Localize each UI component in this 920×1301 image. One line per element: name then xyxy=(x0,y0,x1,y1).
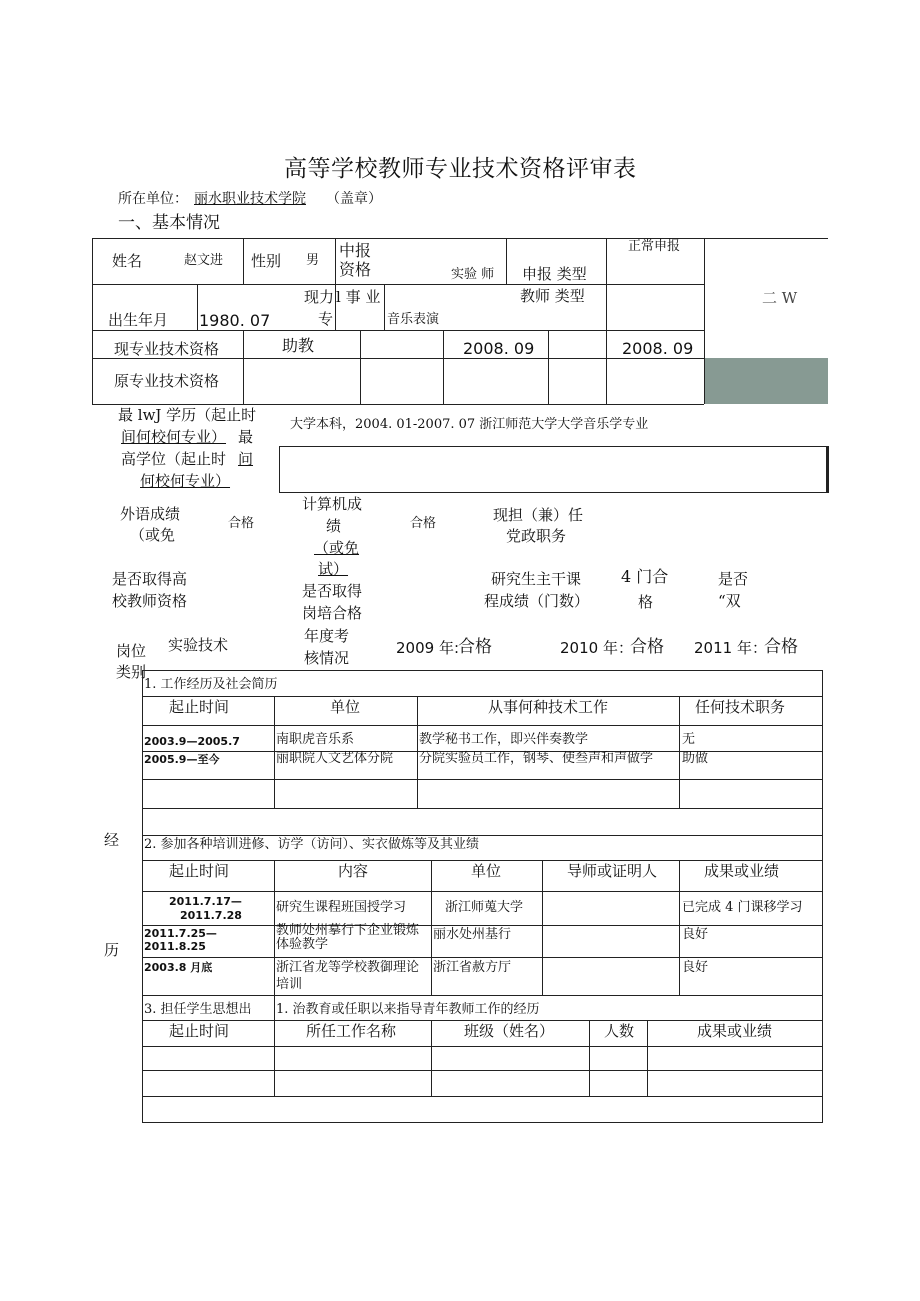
apply-type-value: 正常申报 xyxy=(628,239,681,254)
training-row-unit: 浙江省赦方厅 xyxy=(433,960,512,975)
apply-label: 中报 xyxy=(339,241,372,260)
grid-line xyxy=(92,330,704,331)
grid-line xyxy=(92,238,93,404)
grid-line xyxy=(142,1070,823,1071)
birth-value: 1980. 07 xyxy=(199,311,271,330)
grid-line xyxy=(506,238,507,284)
guide-header-time: 起止时间 xyxy=(169,1022,230,1040)
grid-line xyxy=(431,860,432,995)
grad-course-value: 格 xyxy=(638,593,654,611)
computer-label: 试） xyxy=(318,560,349,578)
teacher-type-label: 教师 类型 xyxy=(520,287,585,305)
work-header-time: 起止时间 xyxy=(169,698,230,716)
grid-line xyxy=(243,330,244,404)
post-category-label: 岗位 xyxy=(116,642,147,660)
annual-year-2010: 2010 年： xyxy=(560,639,633,657)
training-row-time: 2003.8 月底 xyxy=(144,961,213,974)
apply-value: 实验 师 xyxy=(451,267,495,282)
grid-line xyxy=(443,330,444,404)
grid-line xyxy=(197,284,198,330)
grid-line xyxy=(142,995,823,996)
grid-line xyxy=(142,696,823,697)
annual-result-2010: 合格 xyxy=(630,637,664,657)
party-label: 现担（兼）任 xyxy=(493,506,584,524)
page-title: 高等学校教师专业技术资格评审表 xyxy=(284,156,637,182)
work-row-time: 2003.9—2005.7 xyxy=(144,735,240,748)
grid-line xyxy=(142,670,823,671)
highest-edu-label: 最 xyxy=(238,428,254,446)
guide-section-title: 1. 治教育或任职以来指导青年教师工作的经历 xyxy=(276,1002,540,1017)
grid-line xyxy=(142,835,823,836)
training-header-time: 起止时间 xyxy=(169,862,230,880)
post-training-label: 是否取得 xyxy=(302,582,363,600)
foreign-label: （或免 xyxy=(130,526,176,544)
unit-stamp: （盖章） xyxy=(326,191,382,207)
grid-line xyxy=(142,925,823,926)
degree-value-box xyxy=(279,446,829,493)
annual-review-label: 核情况 xyxy=(304,649,350,667)
guide-header-class: 班级（姓名） xyxy=(464,1022,555,1040)
grid-line xyxy=(142,779,823,780)
grid-line xyxy=(142,957,823,958)
grid-line xyxy=(92,238,828,239)
grid-line xyxy=(606,238,607,404)
post-category-label: 类别 xyxy=(116,663,147,681)
grid-line xyxy=(92,404,704,405)
computer-label: 绩 xyxy=(326,517,342,535)
foreign-value: 合格 xyxy=(228,516,255,531)
major-value: 音乐表演 xyxy=(387,312,440,327)
party-label: 党政职务 xyxy=(506,527,567,545)
grid-line xyxy=(142,891,823,892)
grid-line xyxy=(142,860,823,861)
training-header-mentor: 导师或证明人 xyxy=(567,862,658,880)
annual-year-2011: 2011 年： xyxy=(694,639,767,657)
current-title-date: 2008. 09 xyxy=(622,339,694,358)
grad-course-value: 4 门合 xyxy=(621,567,669,586)
computer-label: 计算机成 xyxy=(302,495,363,513)
work-section-title: 1. 工作经历及社会简历 xyxy=(144,677,278,692)
work-header-unit: 单位 xyxy=(330,698,361,716)
side-mark: 二 W xyxy=(762,289,798,307)
grid-line xyxy=(647,1020,648,1096)
grid-line xyxy=(360,330,361,404)
name-label: 姓名 xyxy=(112,252,143,270)
training-row-time: 2011.7.17— xyxy=(169,895,242,908)
training-row-time: 2011.7.25— xyxy=(144,927,217,940)
work-header-job: 从事何种技术工作 xyxy=(488,698,609,716)
training-header-content: 内容 xyxy=(338,862,369,880)
degree-label: 何校何专业） xyxy=(140,472,231,490)
grad-course-label: 程成绩（门数） xyxy=(484,592,590,610)
major-label: 现力 xyxy=(304,288,335,306)
grid-line xyxy=(274,995,275,1096)
apply-type-label: 申报 类型 xyxy=(522,265,587,283)
apply-label: 资格 xyxy=(339,260,372,279)
training-row-time: 2011.8.25 xyxy=(144,940,206,953)
training-row-result: 已完成 4 门课移学习 xyxy=(682,900,803,915)
section-basic-title: 一、基本情况 xyxy=(118,213,220,233)
grid-line xyxy=(542,860,543,995)
guide-header-count: 人数 xyxy=(604,1022,635,1040)
annual-review-label: 年度考 xyxy=(304,627,350,645)
grid-line xyxy=(274,696,275,808)
training-header-unit: 单位 xyxy=(471,862,502,880)
gender-value: 男 xyxy=(306,253,320,268)
computer-value: 合格 xyxy=(410,516,437,531)
training-row-time: 2011.7.28 xyxy=(180,909,242,922)
grid-line xyxy=(431,1020,432,1096)
grid-line xyxy=(142,725,823,726)
major-label: l 事 业 xyxy=(336,288,381,306)
training-row-content: 研究生课程班国授学习 xyxy=(276,900,407,915)
training-row-content: 教师处州摹行下企业锻炼 xyxy=(276,923,420,938)
post-training-label: 岗培合格 xyxy=(302,604,363,622)
unit-label: 所在单位： xyxy=(118,191,188,207)
work-row-post: 助做 xyxy=(682,751,709,766)
grid-line xyxy=(142,1020,823,1021)
grid-line xyxy=(679,860,680,995)
computer-label: （或免 xyxy=(314,539,360,557)
post-category-value: 实验技术 xyxy=(168,636,229,654)
grid-line xyxy=(822,670,823,1123)
original-title-label: 原专业技术资格 xyxy=(114,372,220,390)
dual-teacher-label: “双 xyxy=(718,592,741,610)
photo-shaded-area xyxy=(705,358,828,404)
work-row-post: 无 xyxy=(682,732,696,747)
training-section-title: 2. 参加各种培训进修、访学（访问）、实衣做炼等及其业绩 xyxy=(144,837,480,852)
work-row-job: 教学秘书工作，即兴伴奏教学 xyxy=(419,732,589,747)
grid-line xyxy=(142,670,143,1123)
grid-line xyxy=(335,238,336,330)
training-row-content: 体验教学 xyxy=(276,937,329,952)
name-value: 赵文进 xyxy=(184,253,224,268)
work-row-time: 2005.9—至今 xyxy=(144,753,220,766)
teacher-cert-label: 是否取得高 xyxy=(112,570,188,588)
training-row-content: 浙江省龙等学校教御理论 xyxy=(276,960,420,975)
training-row-unit: 浙江师蒐大学 xyxy=(445,900,524,915)
work-row-unit: 南职虎音乐系 xyxy=(276,732,355,747)
current-title-label: 现专业技术资格 xyxy=(114,340,220,358)
grid-line xyxy=(243,238,244,284)
training-row-unit: 丽水处州基行 xyxy=(433,927,512,942)
training-header-result: 成果或业绩 xyxy=(704,862,780,880)
dual-teacher-label: 是否 xyxy=(718,570,749,588)
highest-edu-label: 最 lwJ 学历（起止时 xyxy=(118,406,257,424)
guide-section-title: 3. 担任学生思想出 xyxy=(144,1002,252,1017)
highest-edu-label: 间何校何专业） xyxy=(121,428,227,446)
grid-line xyxy=(92,284,704,285)
grid-line xyxy=(142,1096,823,1097)
grid-line xyxy=(142,1046,823,1047)
current-title-date: 2008. 09 xyxy=(463,339,535,358)
side-label-history: 历 xyxy=(104,941,120,959)
work-row-unit: 丽职院人文艺体分院 xyxy=(276,751,394,766)
work-header-post: 任何技术职务 xyxy=(695,698,786,716)
teacher-cert-label: 校教师资格 xyxy=(112,592,188,610)
guide-header-work: 所任工作名称 xyxy=(306,1022,397,1040)
annual-result-2009: 合格 xyxy=(458,637,492,657)
current-title-value: 助教 xyxy=(282,336,315,355)
grid-line xyxy=(679,696,680,808)
grid-line xyxy=(417,696,418,808)
grid-line xyxy=(548,330,549,404)
guide-header-result: 成果或业绩 xyxy=(697,1022,773,1040)
side-label-experience: 经 xyxy=(104,831,120,849)
training-row-result: 良好 xyxy=(682,927,709,942)
grid-line xyxy=(142,1122,823,1123)
training-row-result: 良好 xyxy=(682,960,709,975)
annual-year-2009: 2009 年: xyxy=(396,639,459,657)
training-row-content: 培训 xyxy=(276,977,303,992)
work-row-job: 分院实验员工作，钢琴、使叁声和声做学 xyxy=(419,751,654,766)
birth-label: 出生年月 xyxy=(108,311,169,329)
grad-course-label: 研究生主干课 xyxy=(491,570,582,588)
highest-edu-value: 大学本科，2004. 01-2007. 07 浙江师范大学大学音乐学专业 xyxy=(290,417,649,432)
annual-result-2011: 合格 xyxy=(764,637,798,657)
degree-label: 高学位（起止时 xyxy=(121,450,227,468)
degree-label: 问 xyxy=(238,450,254,468)
grid-line xyxy=(274,860,275,995)
unit-name: 丽水职业技术学院 xyxy=(194,191,306,207)
gender-label: 性别 xyxy=(251,252,282,270)
grid-line xyxy=(384,284,385,330)
grid-line xyxy=(589,1020,590,1096)
foreign-label: 外语成绩 xyxy=(120,505,181,523)
major-label: 专 xyxy=(318,310,334,328)
grid-line xyxy=(142,808,823,809)
